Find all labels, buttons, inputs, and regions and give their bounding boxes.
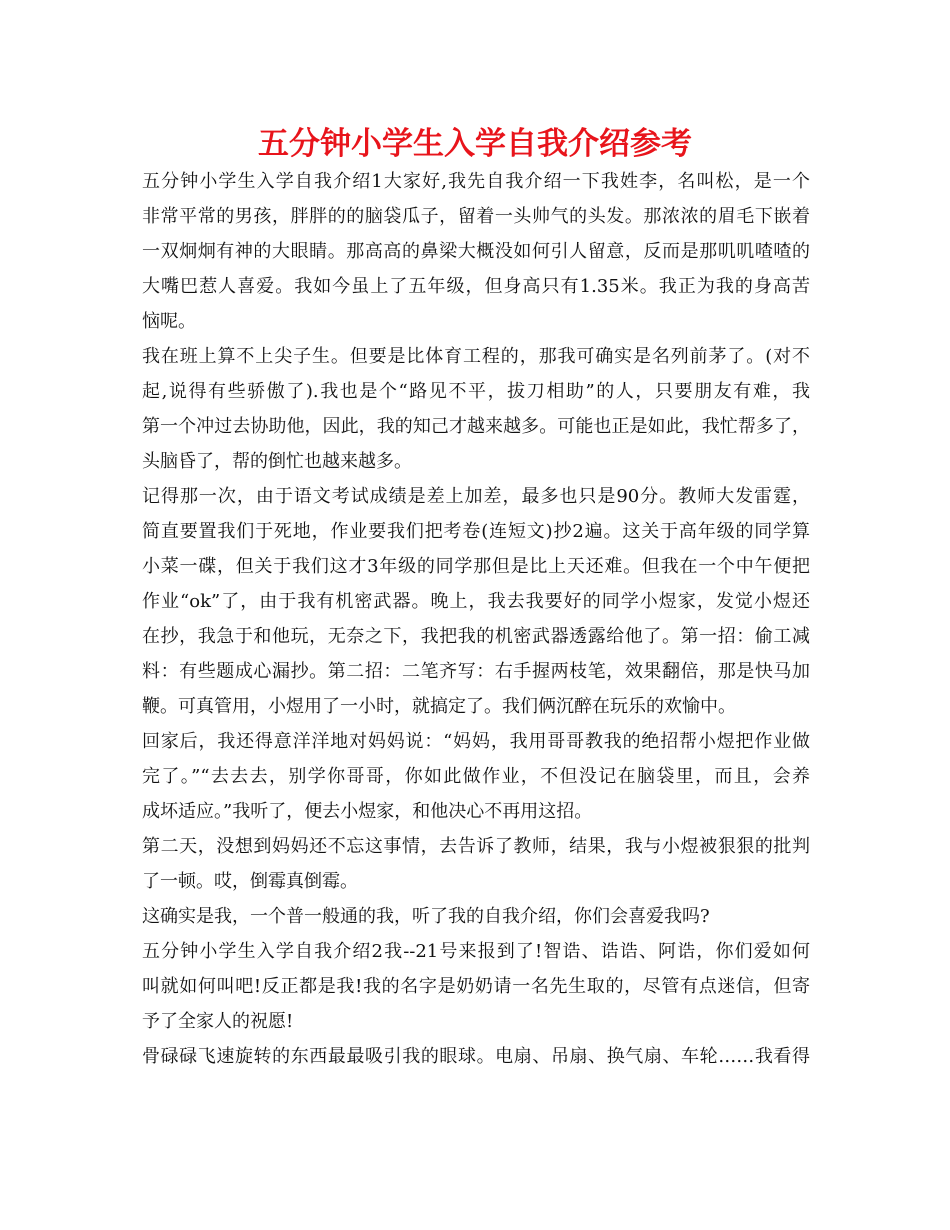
text-line: 记得那一次，由于语文考试成绩是差上加差，最多也只是90分。教师大发雷霆， xyxy=(142,486,810,507)
text-line: 回家后，我还得意洋洋地对妈妈说：“妈妈，我用哥哥教我的绝招帮小煜把作业做 xyxy=(142,731,810,752)
document-title: 五分钟小学生入学自我介绍参考 xyxy=(258,126,692,162)
document-body xyxy=(142,164,810,1074)
text-line: 料：有些题成心漏抄。第二招：二笔齐写：右手握两枝笔，效果翻倍，那是快马加 xyxy=(142,661,810,682)
text-line: 恼呢。 xyxy=(142,311,196,332)
text-line: 了一顿。哎，倒霉真倒霉。 xyxy=(142,871,358,892)
text-line: 五分钟小学生入学自我介绍1大家好,我先自我介绍一下我姓李，名叫松，是一个 xyxy=(142,171,810,192)
text-line: 予了全家人的祝愿! xyxy=(142,1011,294,1032)
text-line: 第一个冲过去协助他，因此，我的知己才越来越多。可能也正是如此，我忙帮多了， xyxy=(142,416,810,437)
text-line: 在抄，我急于和他玩，无奈之下，我把我的机密武器透露给他了。第一招：偷工减 xyxy=(142,626,810,647)
text-line: 第二天，没想到妈妈还不忘这事情，去告诉了教师，结果，我与小煜被狠狠的批判 xyxy=(142,836,810,857)
text-line: 我在班上算不上尖子生。但要是比体育工程的，那我可确实是名列前茅了。(对不 xyxy=(142,346,810,367)
text-line: 鞭。可真管用，小煜用了一小时，就搞定了。我们俩沉醉在玩乐的欢愉中。 xyxy=(142,696,736,717)
text-line: 五分钟小学生入学自我介绍2我--21号来报到了!智诰、诰诰、阿诰，你们爱如何 xyxy=(142,941,810,962)
text-line: 骨碌碌飞速旋转的东西最最吸引我的眼球。电扇、吊扇、换气扇、车轮……我看得 xyxy=(142,1046,810,1067)
text-line: 一双炯炯有神的大眼睛。那高高的鼻梁大概没如何引人留意，反而是那叽叽喳喳的 xyxy=(142,241,810,262)
text-line: 起,说得有些骄傲了).我也是个“路见不平，拔刀相助”的人，只要朋友有难，我 xyxy=(142,381,810,402)
text-line: 叫就如何叫吧!反正都是我!我的名字是奶奶请一名先生取的，尽管有点迷信，但寄 xyxy=(142,976,810,997)
text-line: 头脑昏了，帮的倒忙也越来越多。 xyxy=(142,451,412,472)
text-line: 成坏适应。”我听了，便去小煜家，和他决心不再用这招。 xyxy=(142,801,593,822)
text-line: 完了。”“去去去，别学你哥哥，你如此做作业，不但没记在脑袋里，而且，会养 xyxy=(142,766,810,787)
text-line: 简直要置我们于死地，作业要我们把考卷(连短文)抄2遍。这关于高年级的同学算 xyxy=(142,521,810,542)
text-line: 这确实是我，一个普一般通的我，听了我的自我介绍，你们会喜爱我吗? xyxy=(142,906,710,927)
text-line: 大嘴巴惹人喜爱。我如今虽上了五年级，但身高只有1.35米。我正为我的身高苦 xyxy=(142,276,810,297)
text-line: 作业“ok”了，由于我有机密武器。晚上，我去我要好的同学小煜家，发觉小煜还 xyxy=(142,591,810,612)
text-line: 小菜一碟，但关于我们这才3年级的同学那但是比上天还难。但我在一个中午便把 xyxy=(142,556,810,577)
text-line: 非常平常的男孩，胖胖的的脑袋瓜子，留着一头帅气的头发。那浓浓的眉毛下嵌着 xyxy=(142,206,810,227)
